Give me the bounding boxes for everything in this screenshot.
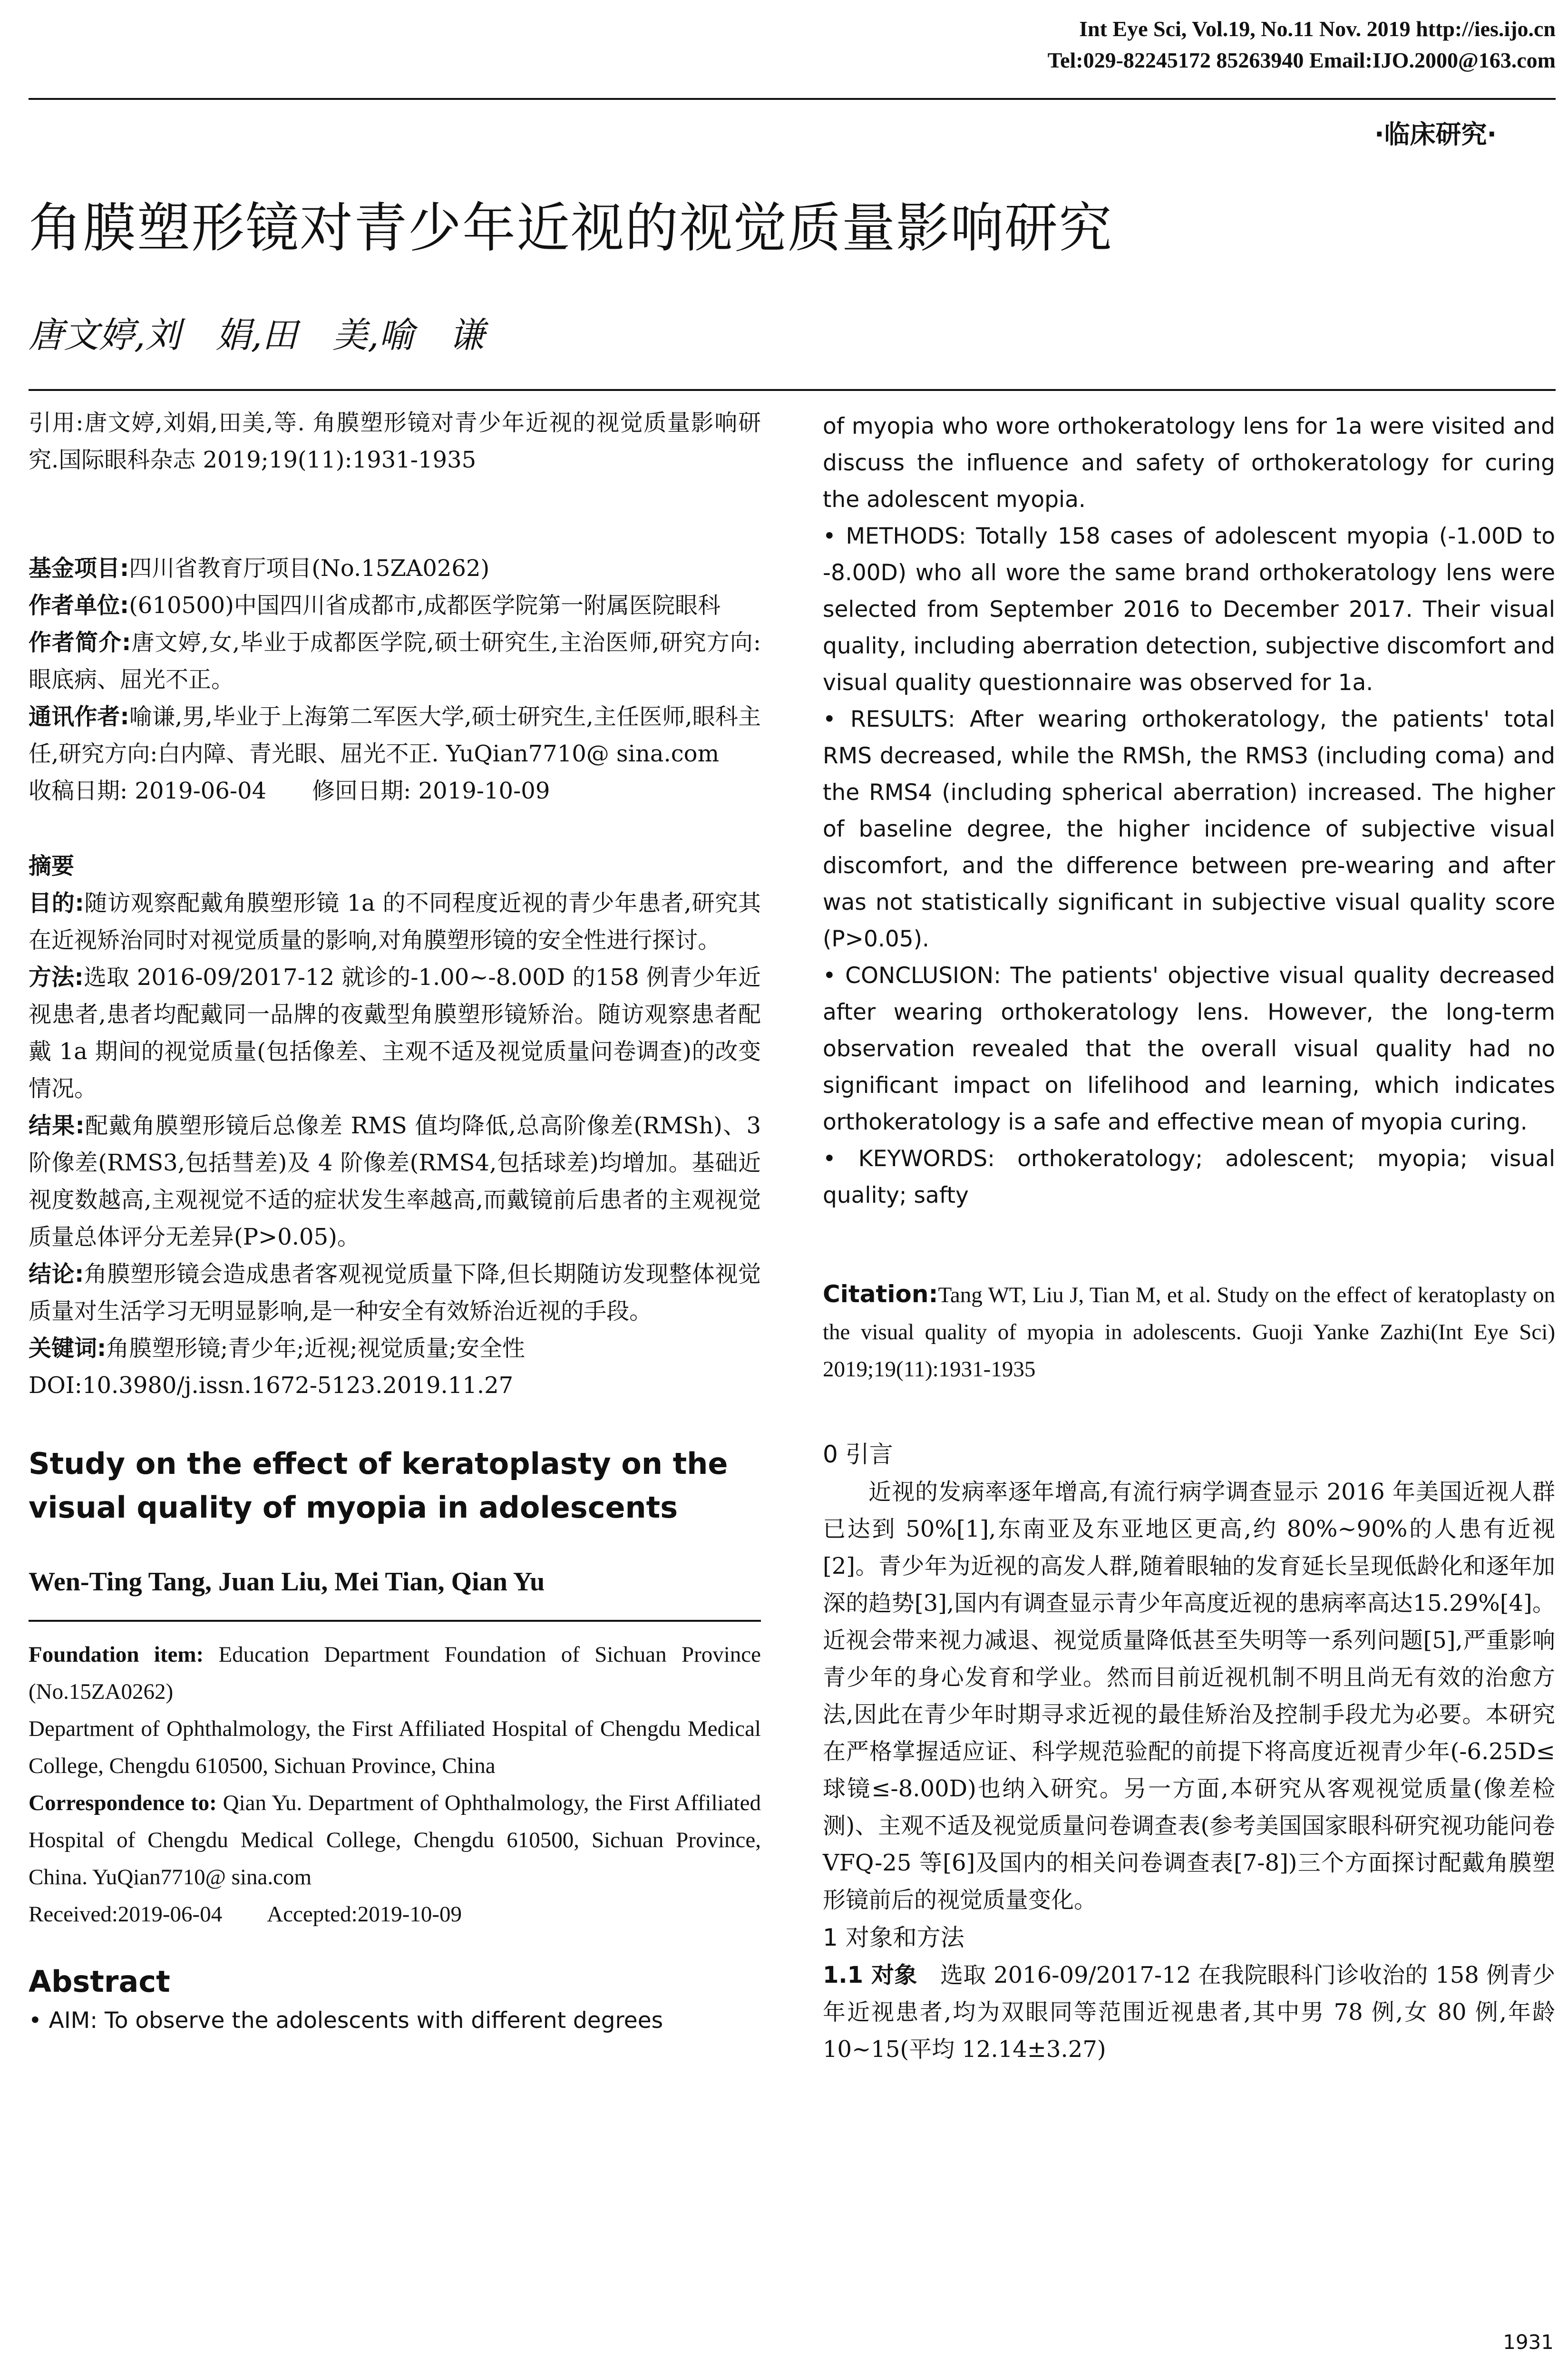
fund-zh	[29, 550, 761, 587]
english-title: Study on the effect of keratoplasty on the visual quality of myopia in adolescents	[29, 1446, 728, 1525]
correspondence-en-text: Qian Yu. Department of Ophthalmology, the First Affiliated Hospital of Chengdu Medical College, Chengdu 610500, Sichuan Province, China. YuQian7710@ sina.com	[29, 1791, 761, 1890]
subjects-text: 选取 2016-09/2017-12 在我院眼科门诊收治的 158 例青少年近视患者,均为双眼同等范围近视患者,其中男 78 例,女 80 例,年龄 10~15(平均 12.14±3.27)	[823, 1962, 1555, 2063]
dates-zh: 收稿日期: 2019-06-04 修回日期: 2019-10-09	[29, 778, 550, 804]
page-number: 1931	[1503, 2330, 1554, 2354]
subjects-label: 1.1 对象	[823, 1962, 917, 1988]
citation-zh: 引用:唐文婷,刘娟,田美,等. 角膜塑形镜对青少年近视的视觉质量影响研究.国际眼科杂志 2019;19(11):1931-1935	[29, 409, 761, 473]
aim-en-continued: of myopia who wore orthokeratology lens for 1a were visited and discuss the influence and safety of orthokeratology for curing the adolescent myopia.	[823, 413, 1555, 513]
conclusion-label: 结论:	[29, 1261, 84, 1287]
doi: DOI:10.3980/j.issn.1672-5123.2019.11.27	[29, 1372, 514, 1399]
corr-zh	[29, 698, 761, 772]
fund-text: 四川省教育厅项目(No.15ZA0262)	[129, 555, 490, 582]
keywords-label: 关键词:	[29, 1335, 107, 1362]
citation-en	[823, 1276, 1555, 1388]
keywords-zh	[29, 1330, 761, 1367]
foundation-en-label: Foundation item:	[29, 1642, 204, 1667]
subjects-paragraph	[823, 1957, 1555, 2068]
conclusion-text: 角膜塑形镜会造成患者客观视觉质量下降,但长期随访发现整体视觉质量对生活学习无明显影响,是一种安全有效矫治近视的手段。	[29, 1261, 761, 1325]
keywords-en: • KEYWORDS: orthokeratology; adolescent; myopia; visual quality; safty	[823, 1146, 1555, 1208]
journal-header-line2: Tel:029-82245172 85263940 Email:IJO.2000@163.com	[1047, 48, 1556, 72]
unit-label: 作者单位:	[29, 592, 129, 619]
results-zh	[29, 1107, 761, 1256]
methods-en: • METHODS: Totally 158 cases of adolescent myopia (-1.00D to -8.00D) who all wore the same brand orthokeratology lens were selected from September 2016 to December 2017. Their visual quality, including aberration detection, subjective discomfort and visual quality questionnaire was observed for 1a.	[823, 523, 1555, 696]
conclusion-en: • CONCLUSION: The patients' objective visual quality decreased after wearing orthokeratology lens. However, the long-term observation revealed that the overall visual quality had no significant impact on lifelihood and learning, which indicates orthokeratology is a safe and effective mean of myopia curing.	[823, 963, 1555, 1135]
aim-text: 随访观察配戴角膜塑形镜 1a 的不同程度近视的青少年患者,研究其在近视矫治同时对视觉质量的影响,对角膜塑形镜的安全性进行探讨。	[29, 890, 761, 954]
methods-zh	[29, 959, 761, 1107]
results-text: 配戴角膜塑形镜后总像差 RMS 值均降低,总高阶像差(RMSh)、3 阶像差(RMS3,包括彗差)及 4 阶像差(RMS4,包括球差)均增加。基础近视度数越高,主观视觉不适的症状发生率越高,而戴镜前后患者的主观视觉质量总体评分无差异(P>0.05)。	[29, 1112, 761, 1250]
correspondence-en	[29, 1784, 761, 1896]
english-authors: Wen-Ting Tang, Juan Liu, Mei Tian, Qian Yu	[29, 1567, 545, 1597]
aim-label: 目的:	[29, 890, 84, 916]
intro-heading: 0 引言	[823, 1441, 893, 1468]
department-en: Department of Ophthalmology, the First Affiliated Hospital of Chengdu Medical College, Chengdu 610500, Sichuan Province, China	[29, 1716, 761, 1778]
citation-en-text: Tang WT, Liu J, Tian M, et al. Study on the effect of keratoplasty on the visual quality of myopia in adolescents. Guoji Yanke Zazhi(Int Eye Sci) 2019;19(11):1931-1935	[823, 1283, 1555, 1382]
correspondence-en-label: Correspondence to:	[29, 1791, 217, 1815]
right-column	[823, 408, 1555, 2068]
keywords-text: 角膜塑形镜;青少年;近视;视觉质量;安全性	[106, 1335, 525, 1362]
methods-text: 选取 2016-09/2017-12 就诊的-1.00~-8.00D 的158 例青少年近视患者,患者均配戴同一品牌的夜戴型角膜塑形镜矫治。随访观察患者配戴 1a 期间的视觉质量(包括像差、主观不适及视觉质量问卷调查)的改变情况。	[29, 964, 761, 1102]
corr-label: 通讯作者:	[29, 703, 129, 730]
results-label: 结果:	[29, 1112, 85, 1139]
citation-en-label: Citation:	[823, 1280, 938, 1308]
abstract-heading-zh: 摘要	[29, 853, 75, 879]
corr-text: 喻谦,男,毕业于上海第二军医大学,硕士研究生,主任医师,眼科主任,研究方向:白内障、青光眼、屈光不正. YuQian7710@ sina.com	[29, 703, 761, 767]
header-rule	[29, 98, 1556, 100]
left-column	[29, 404, 761, 2039]
aim-zh	[29, 885, 761, 959]
title-rule	[29, 389, 1556, 391]
bio-label: 作者简介:	[29, 629, 131, 656]
methods-heading: 1 对象和方法	[823, 1924, 964, 1951]
methods-label: 方法:	[29, 964, 84, 991]
abstract-heading-en: Abstract	[29, 1964, 170, 1999]
page-title: 角膜塑形镜对青少年近视的视觉质量影响研究	[29, 197, 1113, 259]
intro-paragraph: 近视的发病率逐年增高,有流行病学调查显示 2016 年美国近视人群已达到 50%[1],东南亚及东亚地区更高,约 80%~90%的人患有近视[2]。青少年为近视的高发人群,随着眼轴的发育延长呈现低龄化和逐年加深的趋势[3],国内有调查显示青少年高度近视的患病率高达15.29%[4]。近视会带来视力减退、视觉质量降低甚至失明等一系列问题[5],严重影响青少年的身心发育和学业。然而目前近视机制不明且尚无有效的治愈方法,因此在青少年时期寻求近视的最佳矫治及控制手段尤为必要。本研究在严格掌握适应证、科学规范验配的前提下将高度近视青少年(-6.25D≤球镜≤-8.00D)也纳入研究。另一方面,本研究从客观视觉质量(像差检测)、主观不适及视觉质量问卷调查表(参考美国国家眼科研究视功能问卷VFQ-25 等[6]及国内的相关问卷调查表[7-8])三个方面探讨配戴角膜塑形镜前后的视觉质量变化。	[823, 1479, 1555, 1913]
section-label: ·临床研究·	[1374, 119, 1497, 149]
bio-text: 唐文婷,女,毕业于成都医学院,硕士研究生,主治医师,研究方向:眼底病、屈光不正。	[29, 629, 761, 693]
unit-text: (610500)中国四川省成都市,成都医学院第一附属医院眼科	[129, 592, 721, 619]
foundation-en-text: Education Department Foundation of Sichuan Province (No.15ZA0262)	[29, 1642, 761, 1704]
authors-zh: 唐文婷,刘 娟,田 美,喻 谦	[29, 315, 485, 356]
results-en: • RESULTS: After wearing orthokeratology, the patients' total RMS decreased, while the RMSh, the RMS3 (including coma) and the RMS4 (including spherical aberration) increased. The higher of baseline degree, the higher incidence of subjective visual discomfort, and the difference between pre-wearing and after was not statistically significant in subjective visual quality score (P>0.05).	[823, 706, 1555, 952]
unit-zh	[29, 587, 761, 624]
conclusion-zh	[29, 1256, 761, 1330]
foundation-en	[29, 1636, 761, 1710]
dates-en: Received:2019-06-04 Accepted:2019-10-09	[29, 1902, 462, 1927]
english-authors-rule	[29, 1601, 761, 1622]
bio-zh	[29, 624, 761, 698]
aim-en: • AIM: To observe the adolescents with different degrees	[29, 2007, 663, 2034]
fund-label: 基金项目:	[29, 555, 129, 582]
journal-header-line1: Int Eye Sci, Vol.19, No.11 Nov. 2019 http://ies.ijo.cn	[1079, 17, 1556, 41]
